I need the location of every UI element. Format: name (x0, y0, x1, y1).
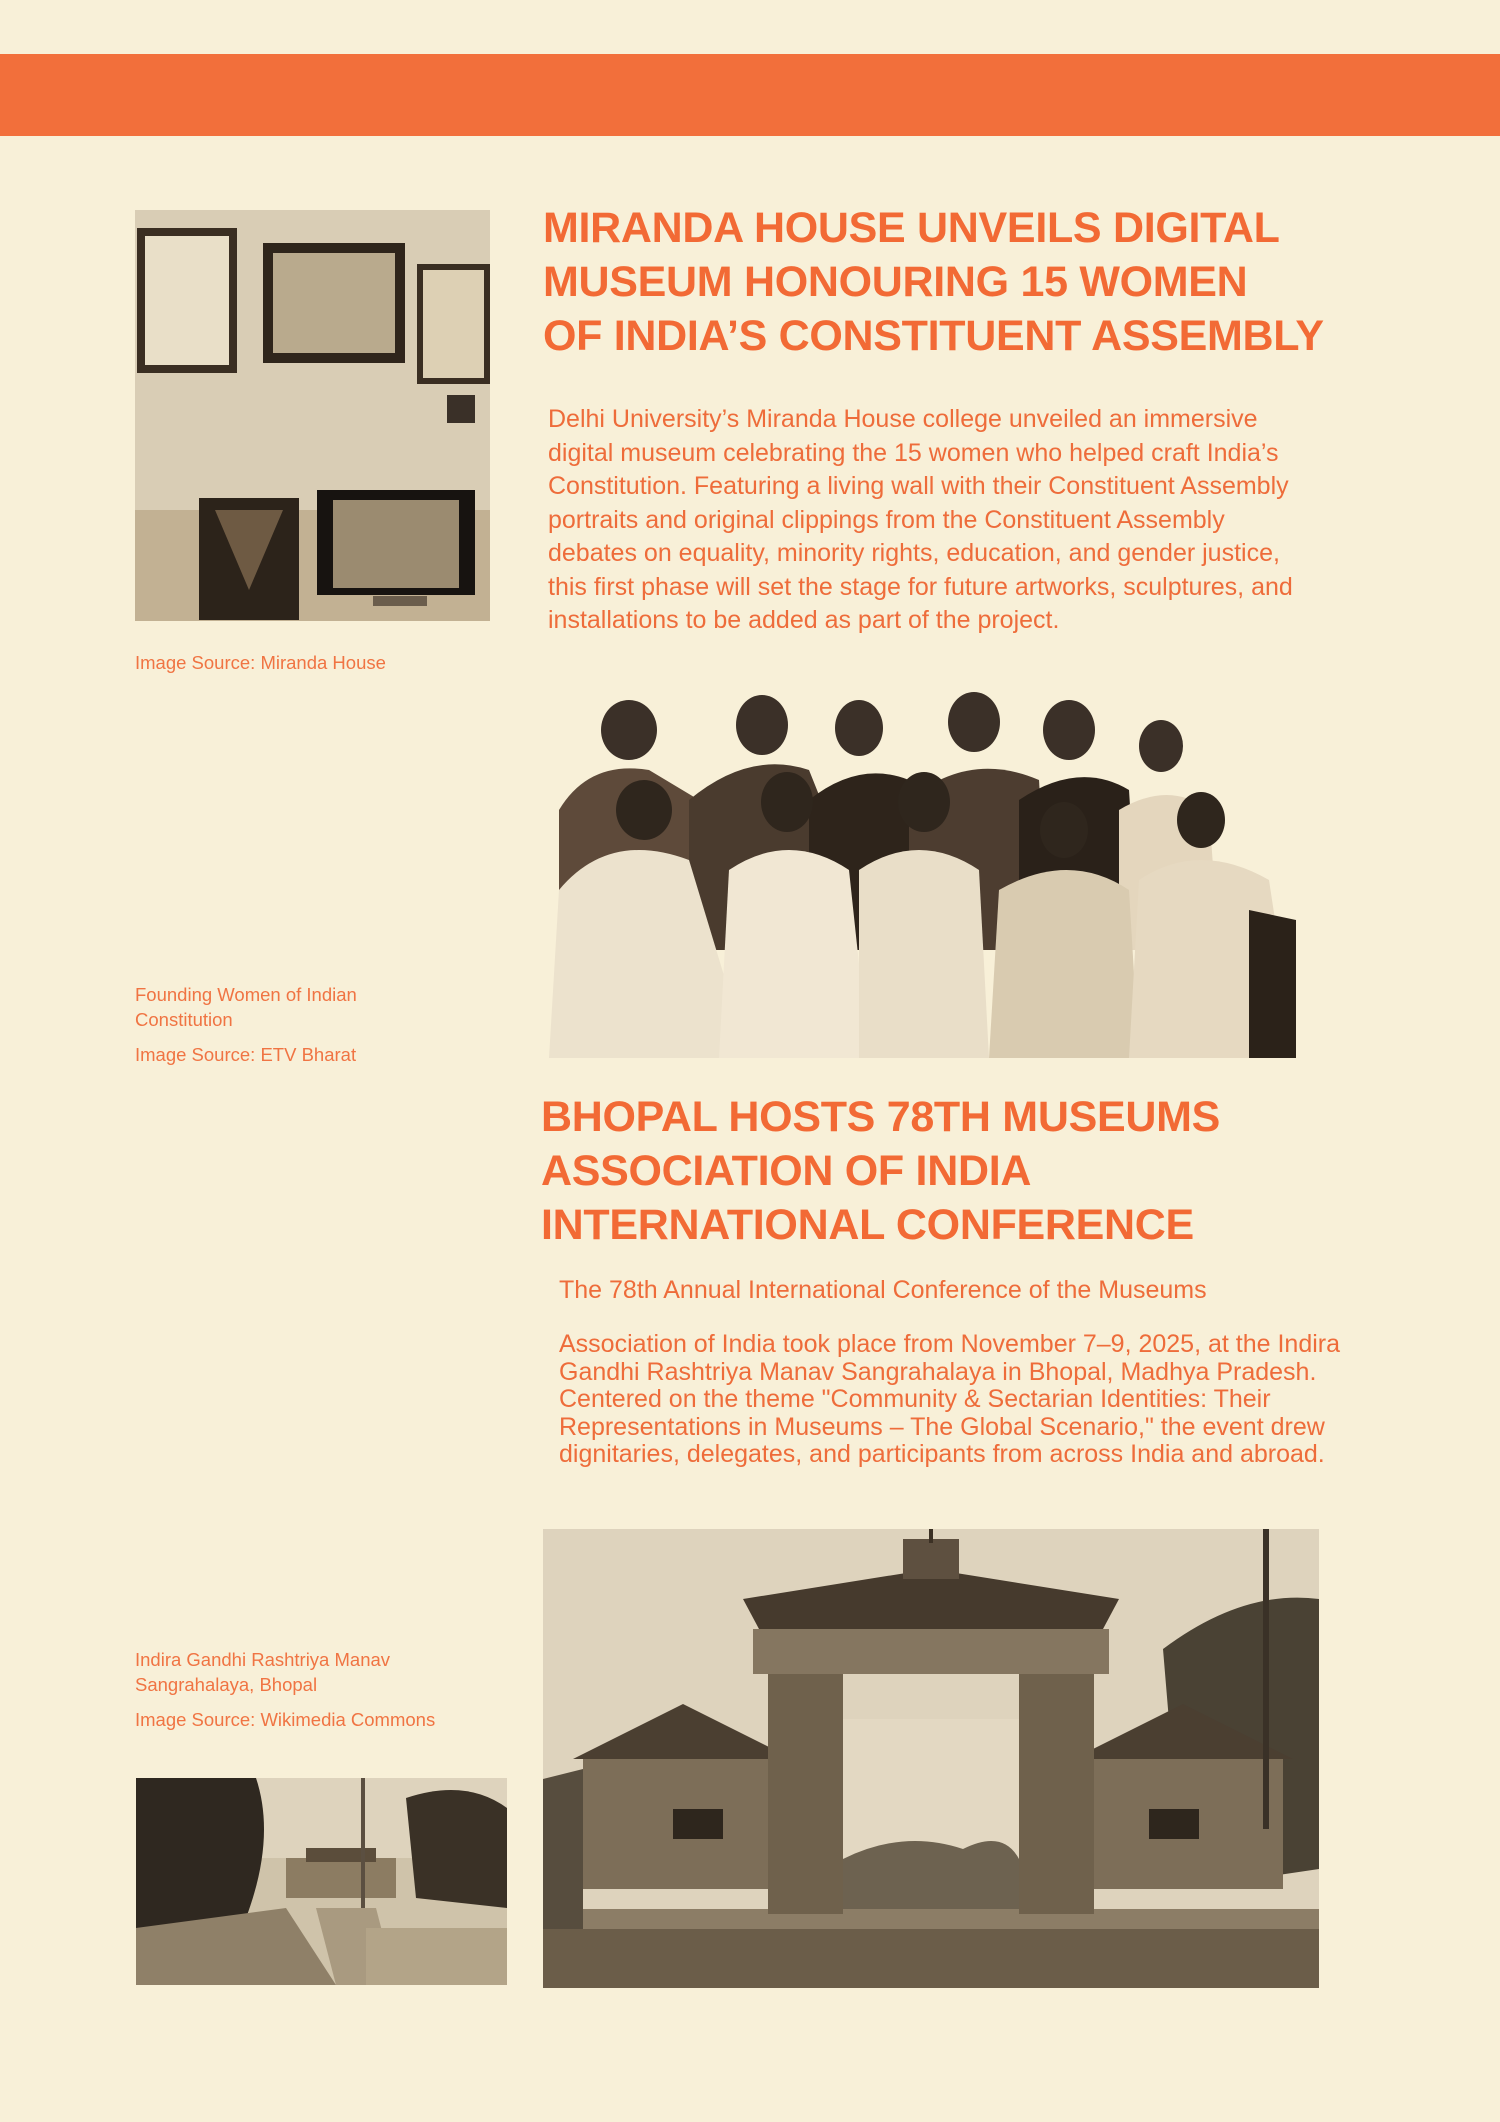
museum-display-photo (135, 210, 490, 621)
headline-line: INTERNATIONAL CONFERENCE (541, 1201, 1194, 1249)
headline-line: OF INDIA’S CONSTITUENT ASSEMBLY (543, 312, 1324, 360)
image-source-caption-2: Image Source: ETV Bharat (135, 1044, 357, 1065)
image-caption-title-3: Indira Gandhi Rashtriya Manav Sangrahalaya, Bhopal (135, 1649, 391, 1695)
top-accent-band (0, 54, 1500, 136)
headline-line: MIRANDA HOUSE UNVEILS DIGITAL (543, 204, 1280, 252)
article1-body: Delhi University’s Miranda House college unveiled an immersive digital museum celebrating the 15 women who helped craft India’s Constitution. Featuring a living wall with their Constituent Assembly portraits and original clippings from the Constituent Assembly debates on equality, minority rights, education, and gender justice, this first phase will set the stage for future artworks, sculptures, and installations to be added as part of the project. (548, 405, 1293, 634)
article2-headline (541, 1090, 1341, 1252)
headline-line: BHOPAL HOSTS 78TH MUSEUMS (541, 1093, 1220, 1141)
article2-intro: The 78th Annual International Conference of the Museums (559, 1276, 1207, 1304)
headline-line: ASSOCIATION OF INDIA (541, 1147, 1032, 1195)
image-source-caption-3: Image Source: Wikimedia Commons (135, 1709, 436, 1730)
museum-pathway-photo (136, 1778, 507, 1985)
founding-women-group-photo (549, 690, 1296, 1058)
headline-line: MUSEUM HONOURING 15 WOMEN (543, 258, 1248, 306)
article1-headline (543, 201, 1443, 363)
image-source-caption-1: Image Source: Miranda House (135, 652, 386, 673)
article2-body: Association of India took place from November 7–9, 2025, at the Indira Gandhi Rashtriya Manav Sangrahalaya in Bhopal, Madhya Pradesh. Centered on the theme "Community & Sectarian Identities: Their Representations in Museums – The Global Scenario," the event drew dignitaries, delegates, and participants from across India and abroad. (559, 1330, 1341, 1468)
museum-gateway-photo (543, 1529, 1319, 1988)
image-caption-title-2: Founding Women of Indian Constitution (135, 984, 357, 1030)
